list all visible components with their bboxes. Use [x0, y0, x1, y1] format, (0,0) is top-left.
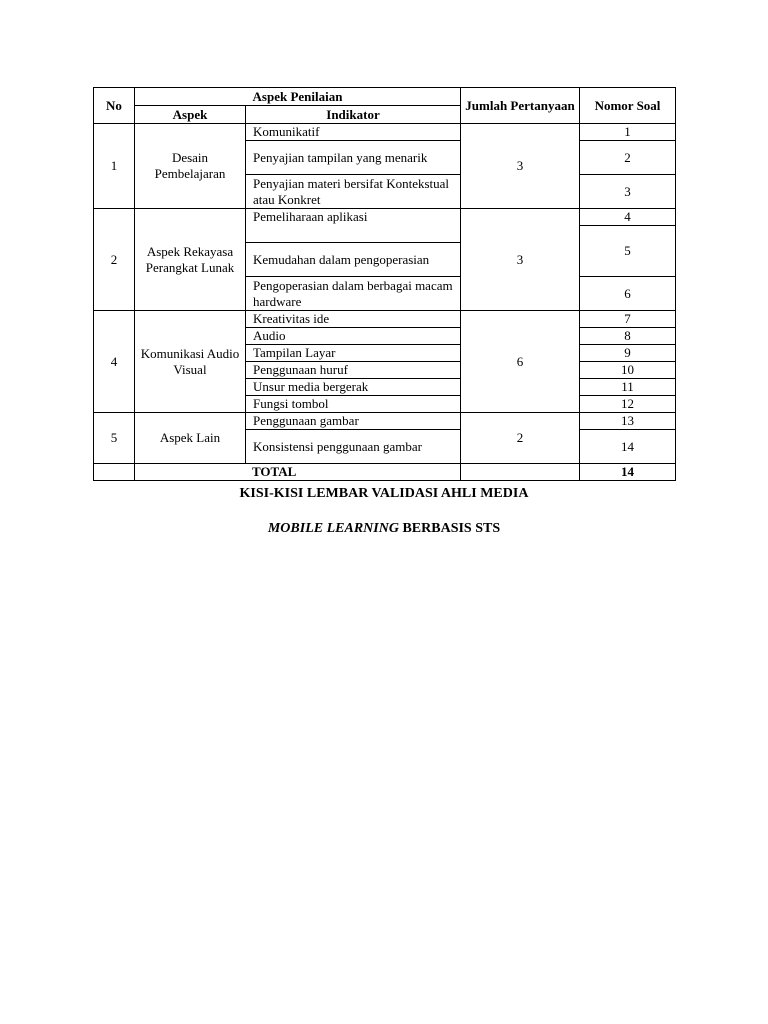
subtitle-rest: BERBASIS STS: [398, 521, 501, 536]
table-row: [94, 413, 676, 430]
indikator-cell: Fungsi tombol: [246, 396, 461, 413]
nomor-cell: 7: [580, 311, 676, 328]
indikator-cell: Penyajian materi bersifat Kontekstual atau Konkret: [246, 175, 461, 209]
group-no: 5: [94, 413, 135, 464]
table-row: [94, 209, 676, 226]
table-row: [94, 311, 676, 328]
indikator-cell: Unsur media bergerak: [246, 379, 461, 396]
total-spacer: [94, 464, 135, 481]
group-aspek: Aspek Lain: [135, 413, 246, 464]
group-jumlah: 6: [461, 311, 580, 413]
nomor-cell: 3: [580, 175, 676, 209]
group-jumlah: 3: [461, 124, 580, 209]
group-aspek: Komunikasi Audio Visual: [135, 311, 246, 413]
validation-grid-table: [93, 87, 676, 481]
group-no: 1: [94, 124, 135, 209]
group-no: 2: [94, 209, 135, 311]
table-row: [94, 124, 676, 141]
nomor-cell: 8: [580, 328, 676, 345]
indikator-cell: Tampilan Layar: [246, 345, 461, 362]
nomor-cell: 13: [580, 413, 676, 430]
total-jumlah-empty: [461, 464, 580, 481]
nomor-cell: 2: [580, 141, 676, 175]
header-aspek-penilaian: Aspek Penilaian: [135, 88, 461, 106]
group-aspek: Aspek Rekayasa Perangkat Lunak: [135, 209, 246, 311]
indikator-cell: Pemeliharaan aplikasi: [246, 209, 461, 243]
header-indikator: Indikator: [246, 106, 461, 124]
indikator-cell: Audio: [246, 328, 461, 345]
header-no: No: [94, 88, 135, 124]
group-no: 4: [94, 311, 135, 413]
indikator-cell: Penyajian tampilan yang menarik: [246, 141, 461, 175]
nomor-cell: 12: [580, 396, 676, 413]
indikator-cell: Kemudahan dalam pengoperasian: [246, 243, 461, 277]
total-row: [94, 464, 676, 481]
total-value: 14: [580, 464, 676, 481]
indikator-cell: Komunikatif: [246, 124, 461, 141]
indikator-cell: Konsistensi penggunaan gambar: [246, 430, 461, 464]
header-jumlah-pertanyaan: Jumlah Pertanyaan: [461, 88, 580, 124]
total-label: TOTAL: [135, 464, 461, 481]
nomor-cell: 14: [580, 430, 676, 464]
indikator-cell: Kreativitas ide: [246, 311, 461, 328]
group-jumlah: 3: [461, 209, 580, 311]
nomor-cell: 4: [580, 209, 676, 226]
header-aspek: Aspek: [135, 106, 246, 124]
nomor-cell: 10: [580, 362, 676, 379]
indikator-cell: Penggunaan huruf: [246, 362, 461, 379]
nomor-cell: 5: [580, 226, 676, 277]
group-jumlah: 2: [461, 413, 580, 464]
document-subtitle: [0, 520, 768, 538]
subtitle-italic: MOBILE LEARNING: [267, 521, 399, 536]
nomor-cell: 6: [580, 277, 676, 311]
group-aspek: Desain Pembelajaran: [135, 124, 246, 209]
nomor-cell: 11: [580, 379, 676, 396]
document-title: KISI-KISI LEMBAR VALIDASI AHLI MEDIA: [239, 486, 529, 501]
nomor-cell: 1: [580, 124, 676, 141]
indikator-cell: Penggunaan gambar: [246, 413, 461, 430]
nomor-cell: 9: [580, 345, 676, 362]
indikator-cell: Pengoperasian dalam berbagai macam hardware: [246, 277, 461, 311]
header-nomor-soal: Nomor Soal: [580, 88, 676, 124]
